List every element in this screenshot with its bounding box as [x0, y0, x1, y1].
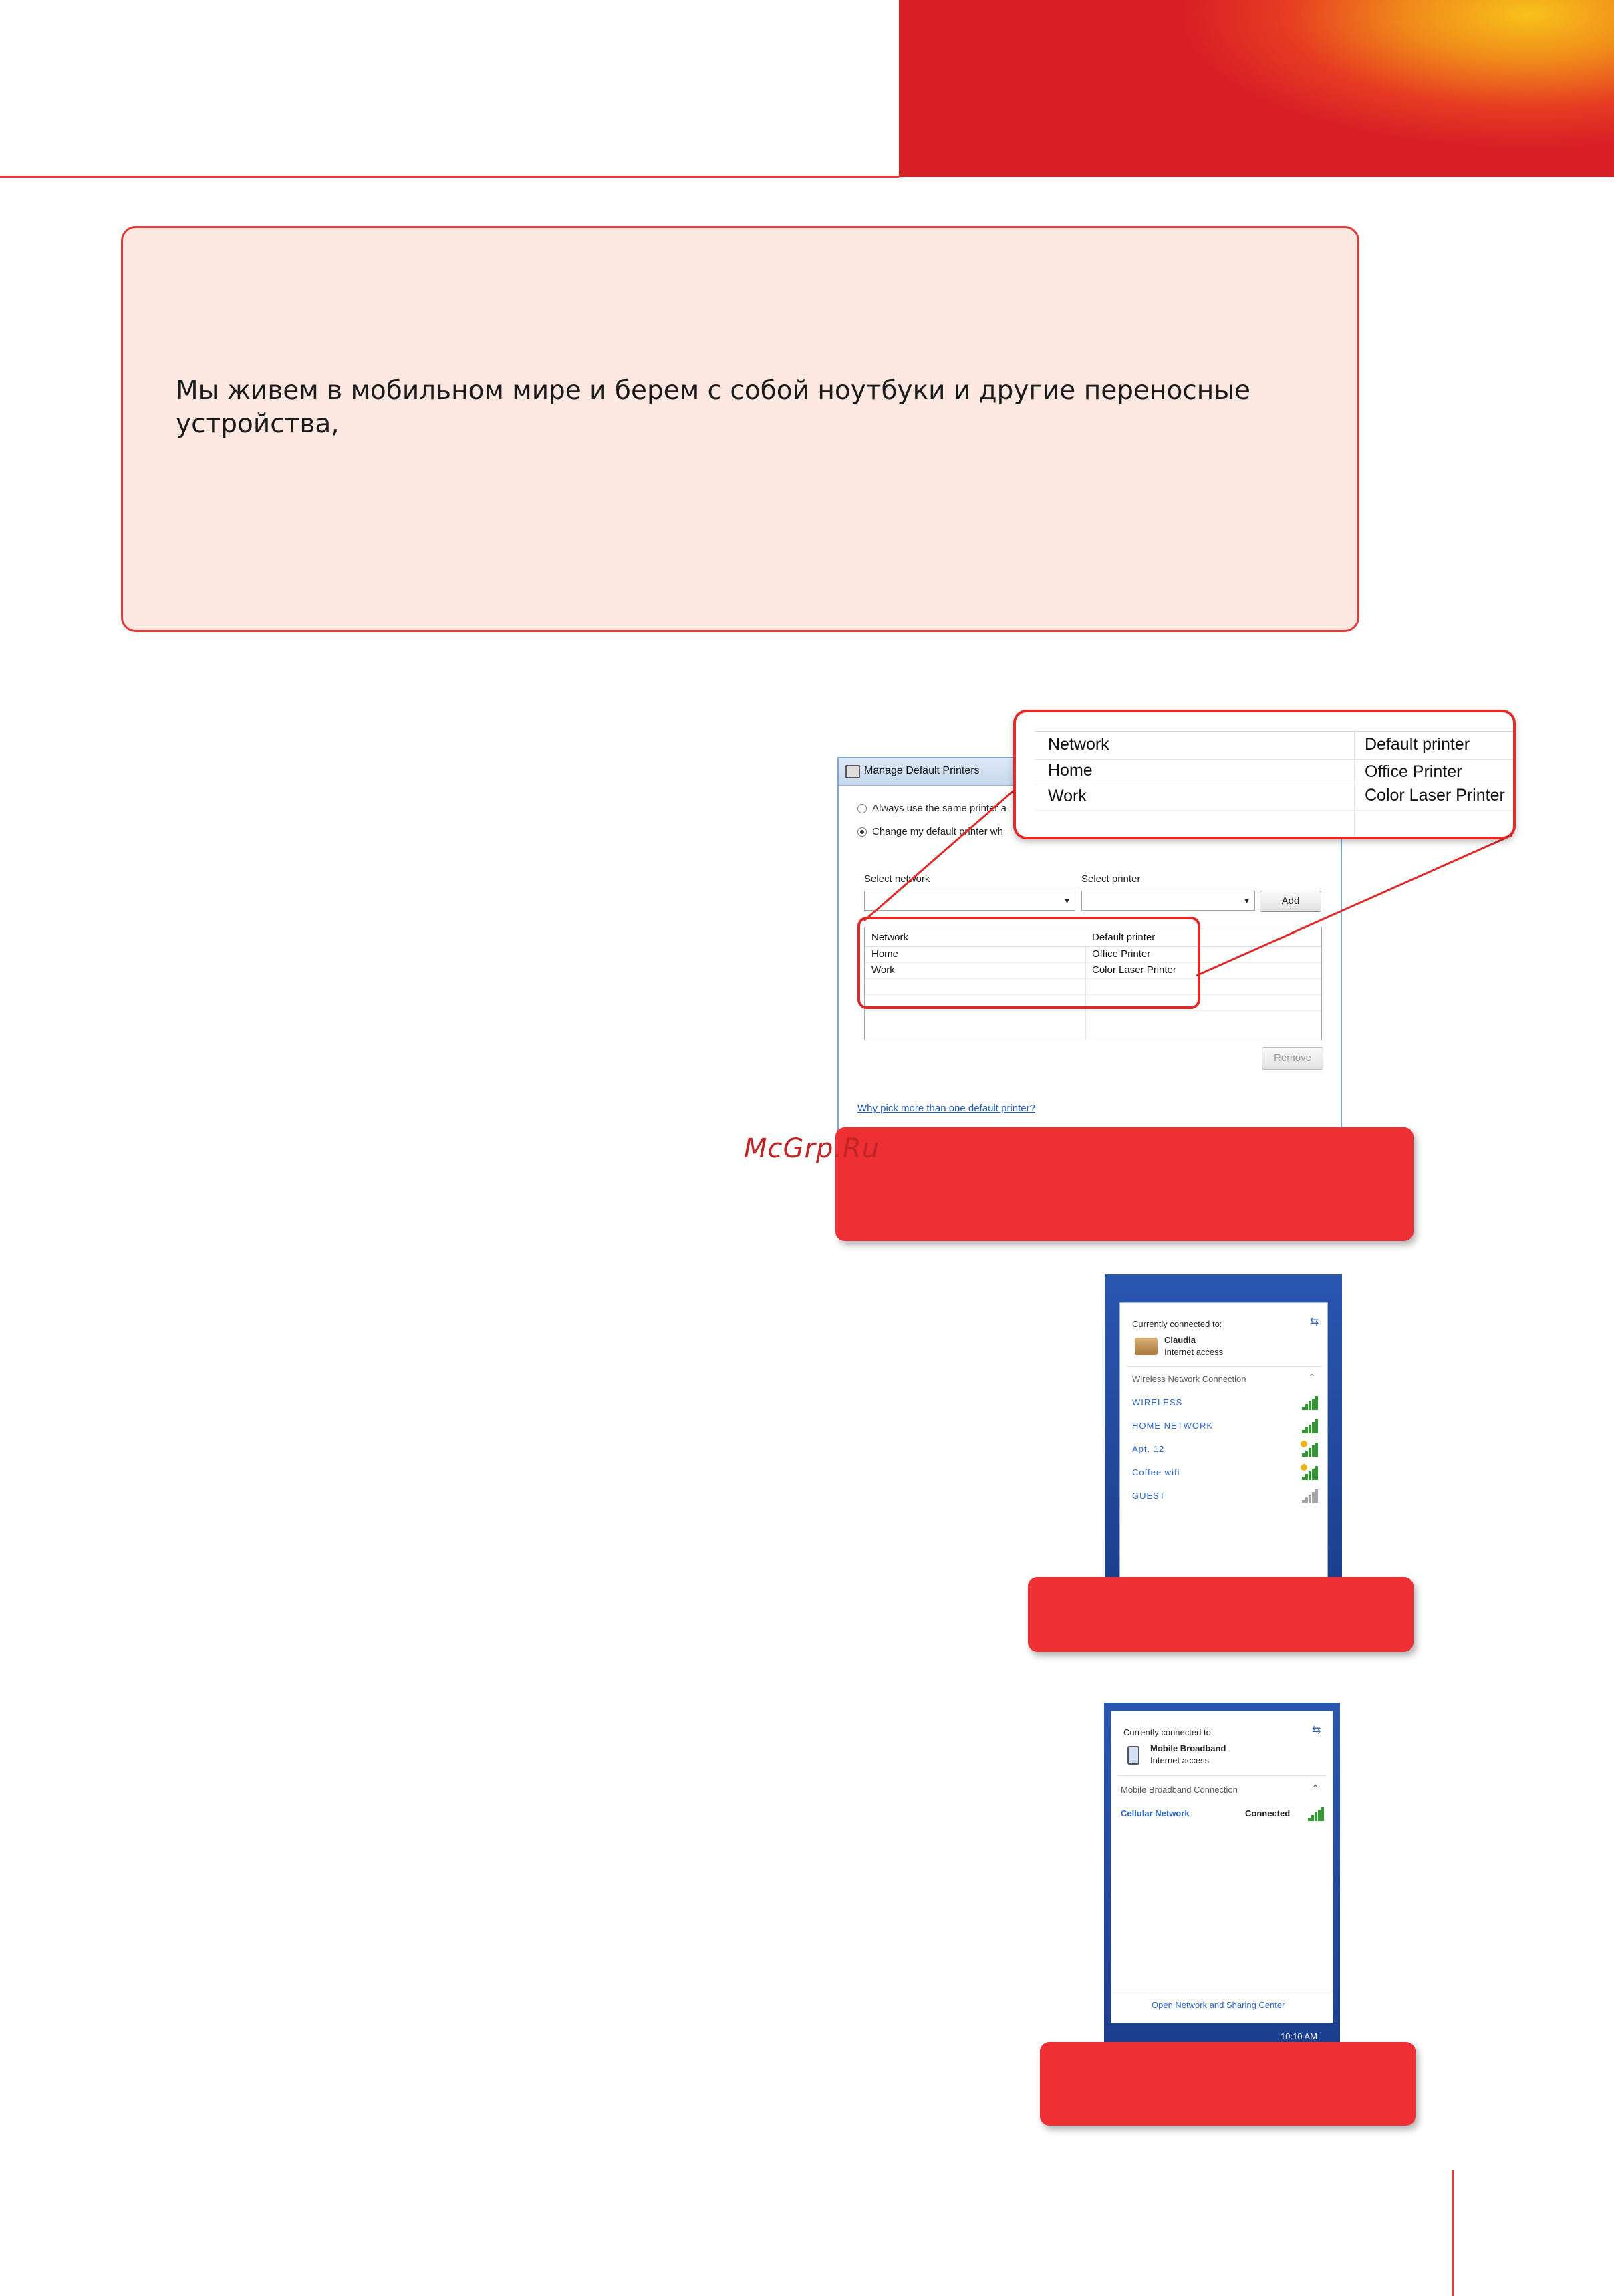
- collapse-icon[interactable]: ⌃: [1309, 1373, 1316, 1382]
- zoom-row-rule: [1035, 810, 1516, 811]
- network-item-cellular[interactable]: [1111, 1802, 1333, 1825]
- connection-name: Mobile Broadband: [1150, 1743, 1226, 1753]
- open-network-center-link[interactable]: Open Network and Sharing Center: [1152, 2000, 1285, 2010]
- add-button[interactable]: Add: [1260, 891, 1321, 912]
- separator: [1127, 1366, 1322, 1367]
- zoom-header-rule: [1035, 759, 1516, 760]
- why-pick-link[interactable]: Why pick more than one default printer?: [857, 1103, 1035, 1114]
- taskbar-clock: 10:10 AM: [1281, 2031, 1317, 2041]
- zoom-header-network: Network: [1048, 735, 1109, 754]
- red-callout-2: [1028, 1577, 1414, 1652]
- red-callout-1: [835, 1127, 1414, 1241]
- header-network[interactable]: Network: [871, 931, 909, 943]
- zoom-top-line: [1035, 731, 1516, 732]
- currently-connected-label: Currently connected to:: [1123, 1727, 1214, 1737]
- collapse-icon[interactable]: ⌃: [1312, 1783, 1319, 1793]
- watermark: McGrp.Ru: [744, 1133, 880, 1164]
- table-highlight: [857, 917, 1200, 1009]
- network-item-wireless[interactable]: [1120, 1391, 1327, 1414]
- refresh-icon[interactable]: ⇆: [1312, 1725, 1321, 1736]
- cell-network: Home: [871, 948, 899, 960]
- red-callout-3: [1040, 2042, 1416, 2126]
- zoom-cell-network: Home: [1048, 761, 1093, 780]
- connection-name: Claudia: [1164, 1335, 1196, 1345]
- currently-connected-label: Currently connected to:: [1132, 1319, 1222, 1329]
- option-always-label: Always use the same printer a: [872, 803, 1006, 814]
- cell-network: Work: [871, 964, 895, 976]
- network-name: Cellular Network: [1121, 1808, 1190, 1818]
- zoom-header-default-printer: Default printer: [1365, 735, 1470, 754]
- unsecured-signal-bars-icon: [1302, 1465, 1319, 1480]
- header-default-printer[interactable]: Default printer: [1092, 931, 1156, 943]
- select-printer-label: Select printer: [1081, 873, 1141, 885]
- mobile-phone-icon: [1127, 1746, 1139, 1765]
- zoomed-table: [1013, 710, 1516, 839]
- network-name: Apt. 12: [1132, 1444, 1165, 1454]
- page-number-rule: [1452, 2170, 1454, 2296]
- zoom-column-divider: [1354, 731, 1355, 839]
- bench-network-icon: [1135, 1338, 1158, 1355]
- signal-bars-icon: [1302, 1395, 1319, 1410]
- network-item-guest[interactable]: [1120, 1485, 1327, 1508]
- refresh-icon[interactable]: ⇆: [1310, 1316, 1319, 1328]
- option-change-label: Change my default printer wh: [872, 826, 1003, 837]
- mobile-flyout: [1111, 1711, 1333, 2023]
- network-item-home[interactable]: [1120, 1415, 1327, 1437]
- network-name: HOME NETWORK: [1132, 1421, 1214, 1431]
- signal-bars-icon: [1302, 1419, 1319, 1433]
- chevron-down-icon: ▼: [1063, 897, 1071, 905]
- cell-printer: Office Printer: [1092, 948, 1151, 960]
- chevron-down-icon: ▼: [1243, 897, 1250, 905]
- signal-bars-icon: [1302, 1489, 1319, 1503]
- select-network-label: Select network: [864, 873, 930, 885]
- zoom-cell-printer: Color Laser Printer: [1365, 786, 1505, 805]
- zoom-cell-printer: Office Printer: [1365, 762, 1462, 781]
- zoom-cell-network: Work: [1048, 786, 1087, 805]
- network-item-apt[interactable]: [1120, 1438, 1327, 1461]
- signal-bars-icon: [1308, 1806, 1325, 1821]
- intro-text: Мы живем в мобильном мире и берем с собой ноутбуки и другие переносные устройства,: [176, 376, 1251, 439]
- dialog-title: Manage Default Printers: [864, 765, 980, 776]
- section-label: Mobile Broadband Connection: [1121, 1785, 1238, 1795]
- network-name: WIRELESS: [1132, 1397, 1183, 1407]
- cell-printer: Color Laser Printer: [1092, 964, 1176, 976]
- wifi-flyout: [1119, 1302, 1328, 1582]
- connection-status: Internet access: [1164, 1347, 1224, 1357]
- wifi-flyout-frame: [1105, 1274, 1342, 1582]
- remove-button[interactable]: Remove: [1262, 1047, 1323, 1070]
- unsecured-signal-bars-icon: [1302, 1442, 1319, 1457]
- network-name: GUEST: [1132, 1491, 1166, 1501]
- connection-status: Internet access: [1150, 1755, 1210, 1765]
- network-item-coffee[interactable]: [1120, 1461, 1327, 1484]
- section-label: Wireless Network Connection: [1132, 1374, 1246, 1384]
- network-name: Coffee wifi: [1132, 1467, 1180, 1477]
- network-status: Connected: [1245, 1808, 1291, 1818]
- separator: [1118, 1775, 1327, 1776]
- mobile-flyout-frame: [1104, 1703, 1340, 2049]
